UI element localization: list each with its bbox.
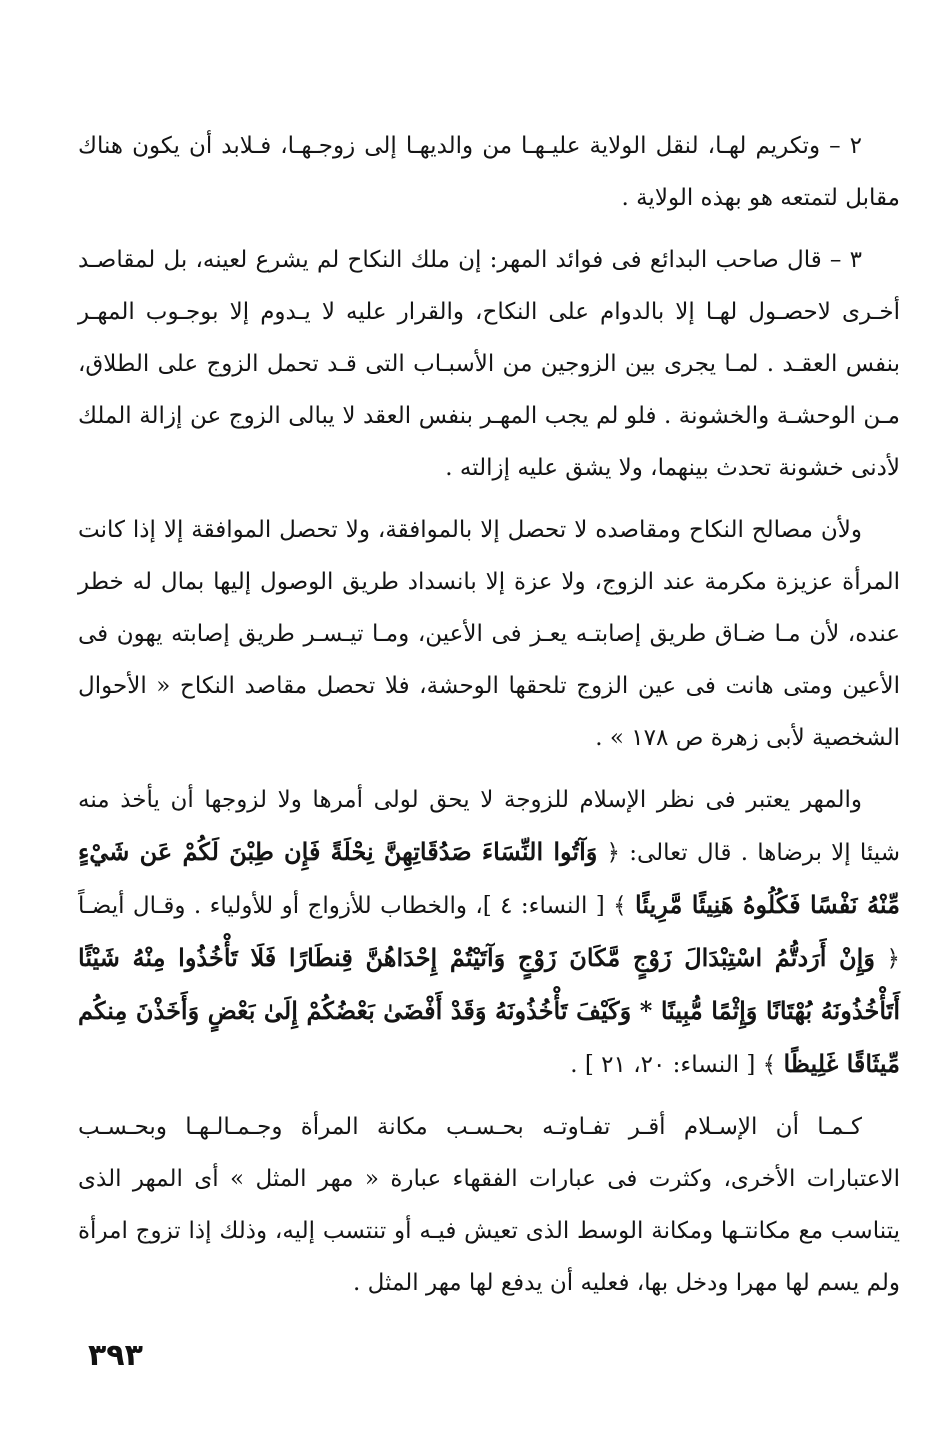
paragraph-3: [78, 504, 900, 764]
quran-verse-nisa-20-21: وَإِنْ أَرَدتُّمُ اسْتِبْدَالَ زَوْجٍ مَّكَانَ زَوْجٍ وَآتَيْتُمْ إِحْدَاهُنَّ قِنطَارًا فَلَا تَأْخُذُوا مِنْهُ شَيْئًا أَتَأْخُذُونَهُ بُهْتَانًا وَإِثْمًا مُّبِينًا * وَكَيْفَ تَأْخُذُونَهُ وَقَدْ أَفْضَىٰ بَعْضُكُمْ إِلَىٰ بَعْضٍ وَأَخَذْنَ مِنكُم مِّيثَاقًا غَلِيظًا: [78, 943, 900, 1078]
paragraph-4-citation-end: ﴾ [ النساء: ٢٠، ٢١ ] .: [570, 1052, 784, 1078]
paragraph-4: [78, 774, 900, 1091]
paragraph-5: [78, 1101, 900, 1309]
quran-verse-nisa-4: وَآتُوا النِّسَاءَ صَدُقَاتِهِنَّ نِحْلَةً فَإِن طِبْنَ لَكُمْ عَن شَيْءٍ مِّنْهُ نَفْسًا فَكُلُوهُ هَنِيئًا مَّرِيئًا: [78, 837, 900, 919]
body-text: [78, 120, 900, 1319]
paragraph-1: [78, 120, 900, 224]
paragraph-4-text: والمهر يعتبر فى نظر الإسلام للزوجة لا يحق لولى أمرها ولا لزوجها أن يأخذ منه شيئا إلا برضاها . قال تعالى: ﴿: [78, 787, 900, 866]
paragraph-1-text: ٢ – وتكريم لهـا، لنقل الولاية عليـهـا من والديهـا إلى زوجـهـا، فـلابد أن يكون هناك مقابل لتمتعه هو بهذه الولاية .: [78, 133, 900, 211]
paragraph-2-text: ٣ – قال صاحب البدائع فى فوائد المهر: إن ملك النكاح لم يشرع لعينه، بل لمقاصـد أخـرى لاحصـول لهـا إلا بالدوام على النكاح، والقرار عليه لا يـدوم إلا بوجـوب المهـر بنفس العقـد . لمـا يجرى بين الزوجين من الأسبـاب التى قـد تحمل الزوج على الطلاق، مـن الوحشـة والخشونة . فلو لم يجب المهـر بنفس العقد لا يبالى الزوج عن إزالة الملك لأدنى خشونة تحدث بينهما، ولا يشق عليه إزالته .: [78, 247, 900, 481]
page-number: ٣٩٣: [88, 1338, 143, 1373]
paragraph-2: [78, 234, 900, 494]
paragraph-5-text: كـمـا أن الإسـلام أقـر تفـاوتـه بحـسـب مكانة المرأة وجـمـالـهـا وبحـسـب الاعتبارات الأخرى، وكثرت فى عبارات الفقهاء عبارة « مهر المثل » أى المهر الذى يتناسب مع مكانتـها ومكانة الوسط الذى تعيش فيـه أو تنتسب إليه، وذلك إذا تزوج امرأة ولم يسم لها مهرا ودخل بها، فعليه أن يدفع لها مهر المثل .: [78, 1114, 901, 1296]
paragraph-4-citation: ﴾ [ النساء: ٤ ]، والخطاب للأزواج أو للأولياء . وقـال أيضـاً ﴿: [78, 893, 900, 972]
paragraph-3-text: ولأن مصالح النكاح ومقاصده لا تحصل إلا بالموافقة، ولا تحصل الموافقة إلا إذا كانت المرأة عزيزة مكرمة عند الزوج، ولا عزة إلا بانسداد طريق الوصول إليها بمال له خطر عنده، لأن مـا ضـاق طريق إصابتـه يعـز فى الأعين، ومـا تيـسـر طريق إصابته يهون فى الأعين ومتى هانت فى عين الزوج تلحقها الوحشة، فلا تحصل مقاصد النكاح « الأحوال الشخصية لأبى زهرة ص ١٧٨ » .: [78, 517, 900, 751]
